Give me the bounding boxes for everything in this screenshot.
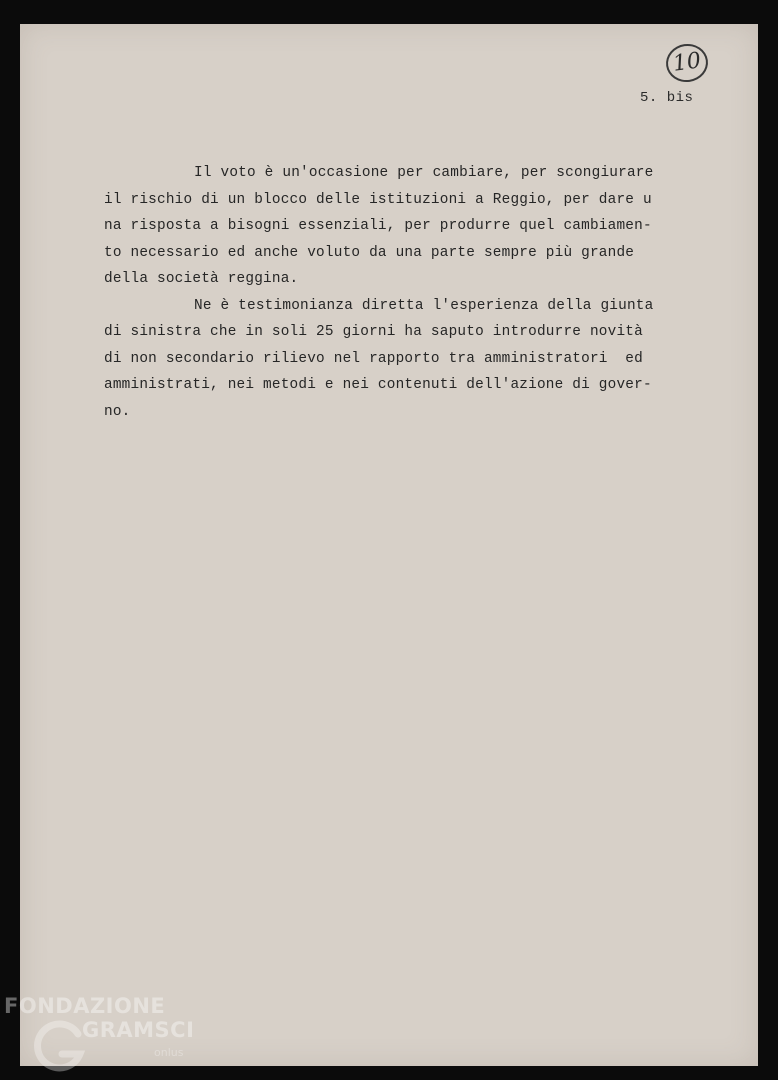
paragraph-2-line-3: di non secondario rilievo nel rapporto tra amministratori ed <box>104 350 643 367</box>
body-text <box>104 160 704 425</box>
paragraph-2-line-5: no. <box>104 403 131 420</box>
paragraph-2-line-4: amministrati, nei metodi e nei contenuti dell'azione di gover- <box>104 377 652 393</box>
page-label: 5. bis <box>640 90 694 106</box>
watermark-line-1: FONDAZIONE <box>4 994 166 1018</box>
paragraph-2-line-1: Ne è testimonianza diretta l'esperienza della giunta <box>194 297 654 314</box>
document-page <box>20 24 758 1066</box>
watermark-line-2: GRAMSCI <box>82 1018 195 1042</box>
paragraph-1-line-3: na risposta a bisogni essenziali, per produrre quel cambiamen- <box>104 218 652 234</box>
paragraph-1-line-4: to necessario ed anche voluto da una parte sempre più grande <box>104 244 635 261</box>
handwritten-page-number: 10 <box>664 41 711 84</box>
watermark-suffix: onlus <box>154 1046 184 1059</box>
paragraph-1-line-2: il rischio di un blocco delle istituzioni a Reggio, per dare u <box>104 191 652 208</box>
paragraph-1-line-1: Il voto è un'occasione per cambiare, per scongiurare <box>194 165 654 181</box>
paragraph-1-line-5: della società reggina. <box>104 271 299 287</box>
paragraph-2-line-2: di sinistra che in soli 25 giorni ha saputo introdurre novità <box>104 324 643 340</box>
